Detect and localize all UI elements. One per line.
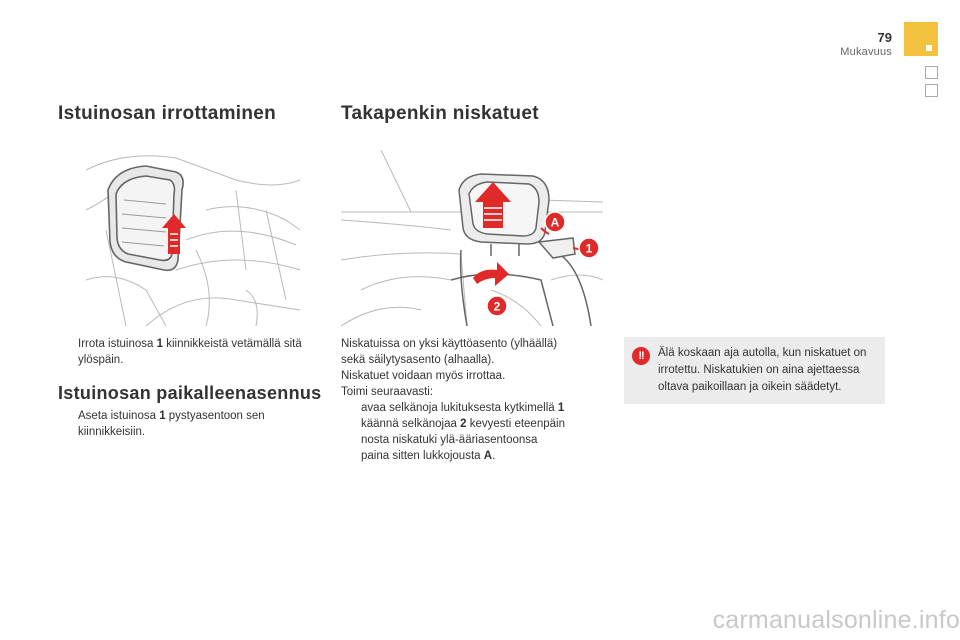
bullet-icon	[341, 448, 355, 464]
callout-1-label: 1	[585, 241, 593, 256]
bullet-icon	[58, 336, 72, 368]
fold-backrest-arrow-icon	[473, 262, 509, 286]
section-tab[interactable]	[925, 66, 938, 79]
section-tab[interactable]	[925, 84, 938, 97]
tab-marker-icon	[926, 45, 932, 51]
callout-1	[579, 238, 599, 258]
warning-box	[624, 337, 885, 404]
seat-removal-illustration	[86, 150, 300, 326]
warning-text: Älä koskaan aja autolla, kun niskatuet on irrotettu. Niskatukien on aina ajettaessa oltava paikoillaan ja oikein säädetyt.	[658, 347, 867, 393]
heading-seat-removal: Istuinosan irrottaminen	[58, 103, 277, 124]
instruction-refit-seat: Aseta istuinosa 1 pystyasentoon sen kiinnikkeisiin.	[58, 408, 308, 440]
headrest-illustration	[341, 150, 603, 326]
bullet-icon	[341, 416, 355, 432]
paragraph-line: Niskatuet voidaan myös irrottaa.	[341, 370, 506, 382]
step-item: käännä selkänojaa 2 kevyesti eteenpäin	[341, 416, 603, 432]
bullet-icon	[58, 408, 72, 440]
callout-a	[545, 212, 565, 232]
watermark: carmanualsonline.info	[712, 606, 960, 634]
bullet-icon	[341, 400, 355, 416]
callout-2-label: 2	[493, 299, 501, 314]
paragraph-line: Niskatuissa on yksi käyttöasento (ylhäällä)	[341, 338, 558, 350]
instruction-remove-seat: Irrota istuinosa 1 kiinnikkeistä vetämällä sitä ylöspäin.	[58, 336, 308, 368]
paragraph-line: Toimi seuraavasti:	[341, 386, 434, 398]
step-item: avaa selkänoja lukituksesta kytkimellä 1	[341, 400, 603, 416]
heading-seat-refit: Istuinosan paikalleenasennus	[58, 383, 322, 403]
bullet-icon	[341, 432, 355, 448]
callout-2	[487, 296, 507, 316]
section-tab-active[interactable]	[904, 22, 938, 56]
warning-icon: !!	[632, 347, 650, 365]
section-name: Mukavuus	[840, 46, 892, 58]
heading-rear-headrests: Takapenkin niskatuet	[341, 103, 539, 124]
step-item: nosta niskatuki ylä-ääriasentoonsa	[341, 432, 603, 448]
step-item: paina sitten lukkojousta A.	[341, 448, 603, 464]
headrest-instructions	[341, 336, 603, 464]
callout-a-label: A	[550, 215, 560, 230]
paragraph-line: sekä säilytysasento (alhaalla).	[341, 354, 495, 366]
page-number: 79	[877, 30, 892, 45]
